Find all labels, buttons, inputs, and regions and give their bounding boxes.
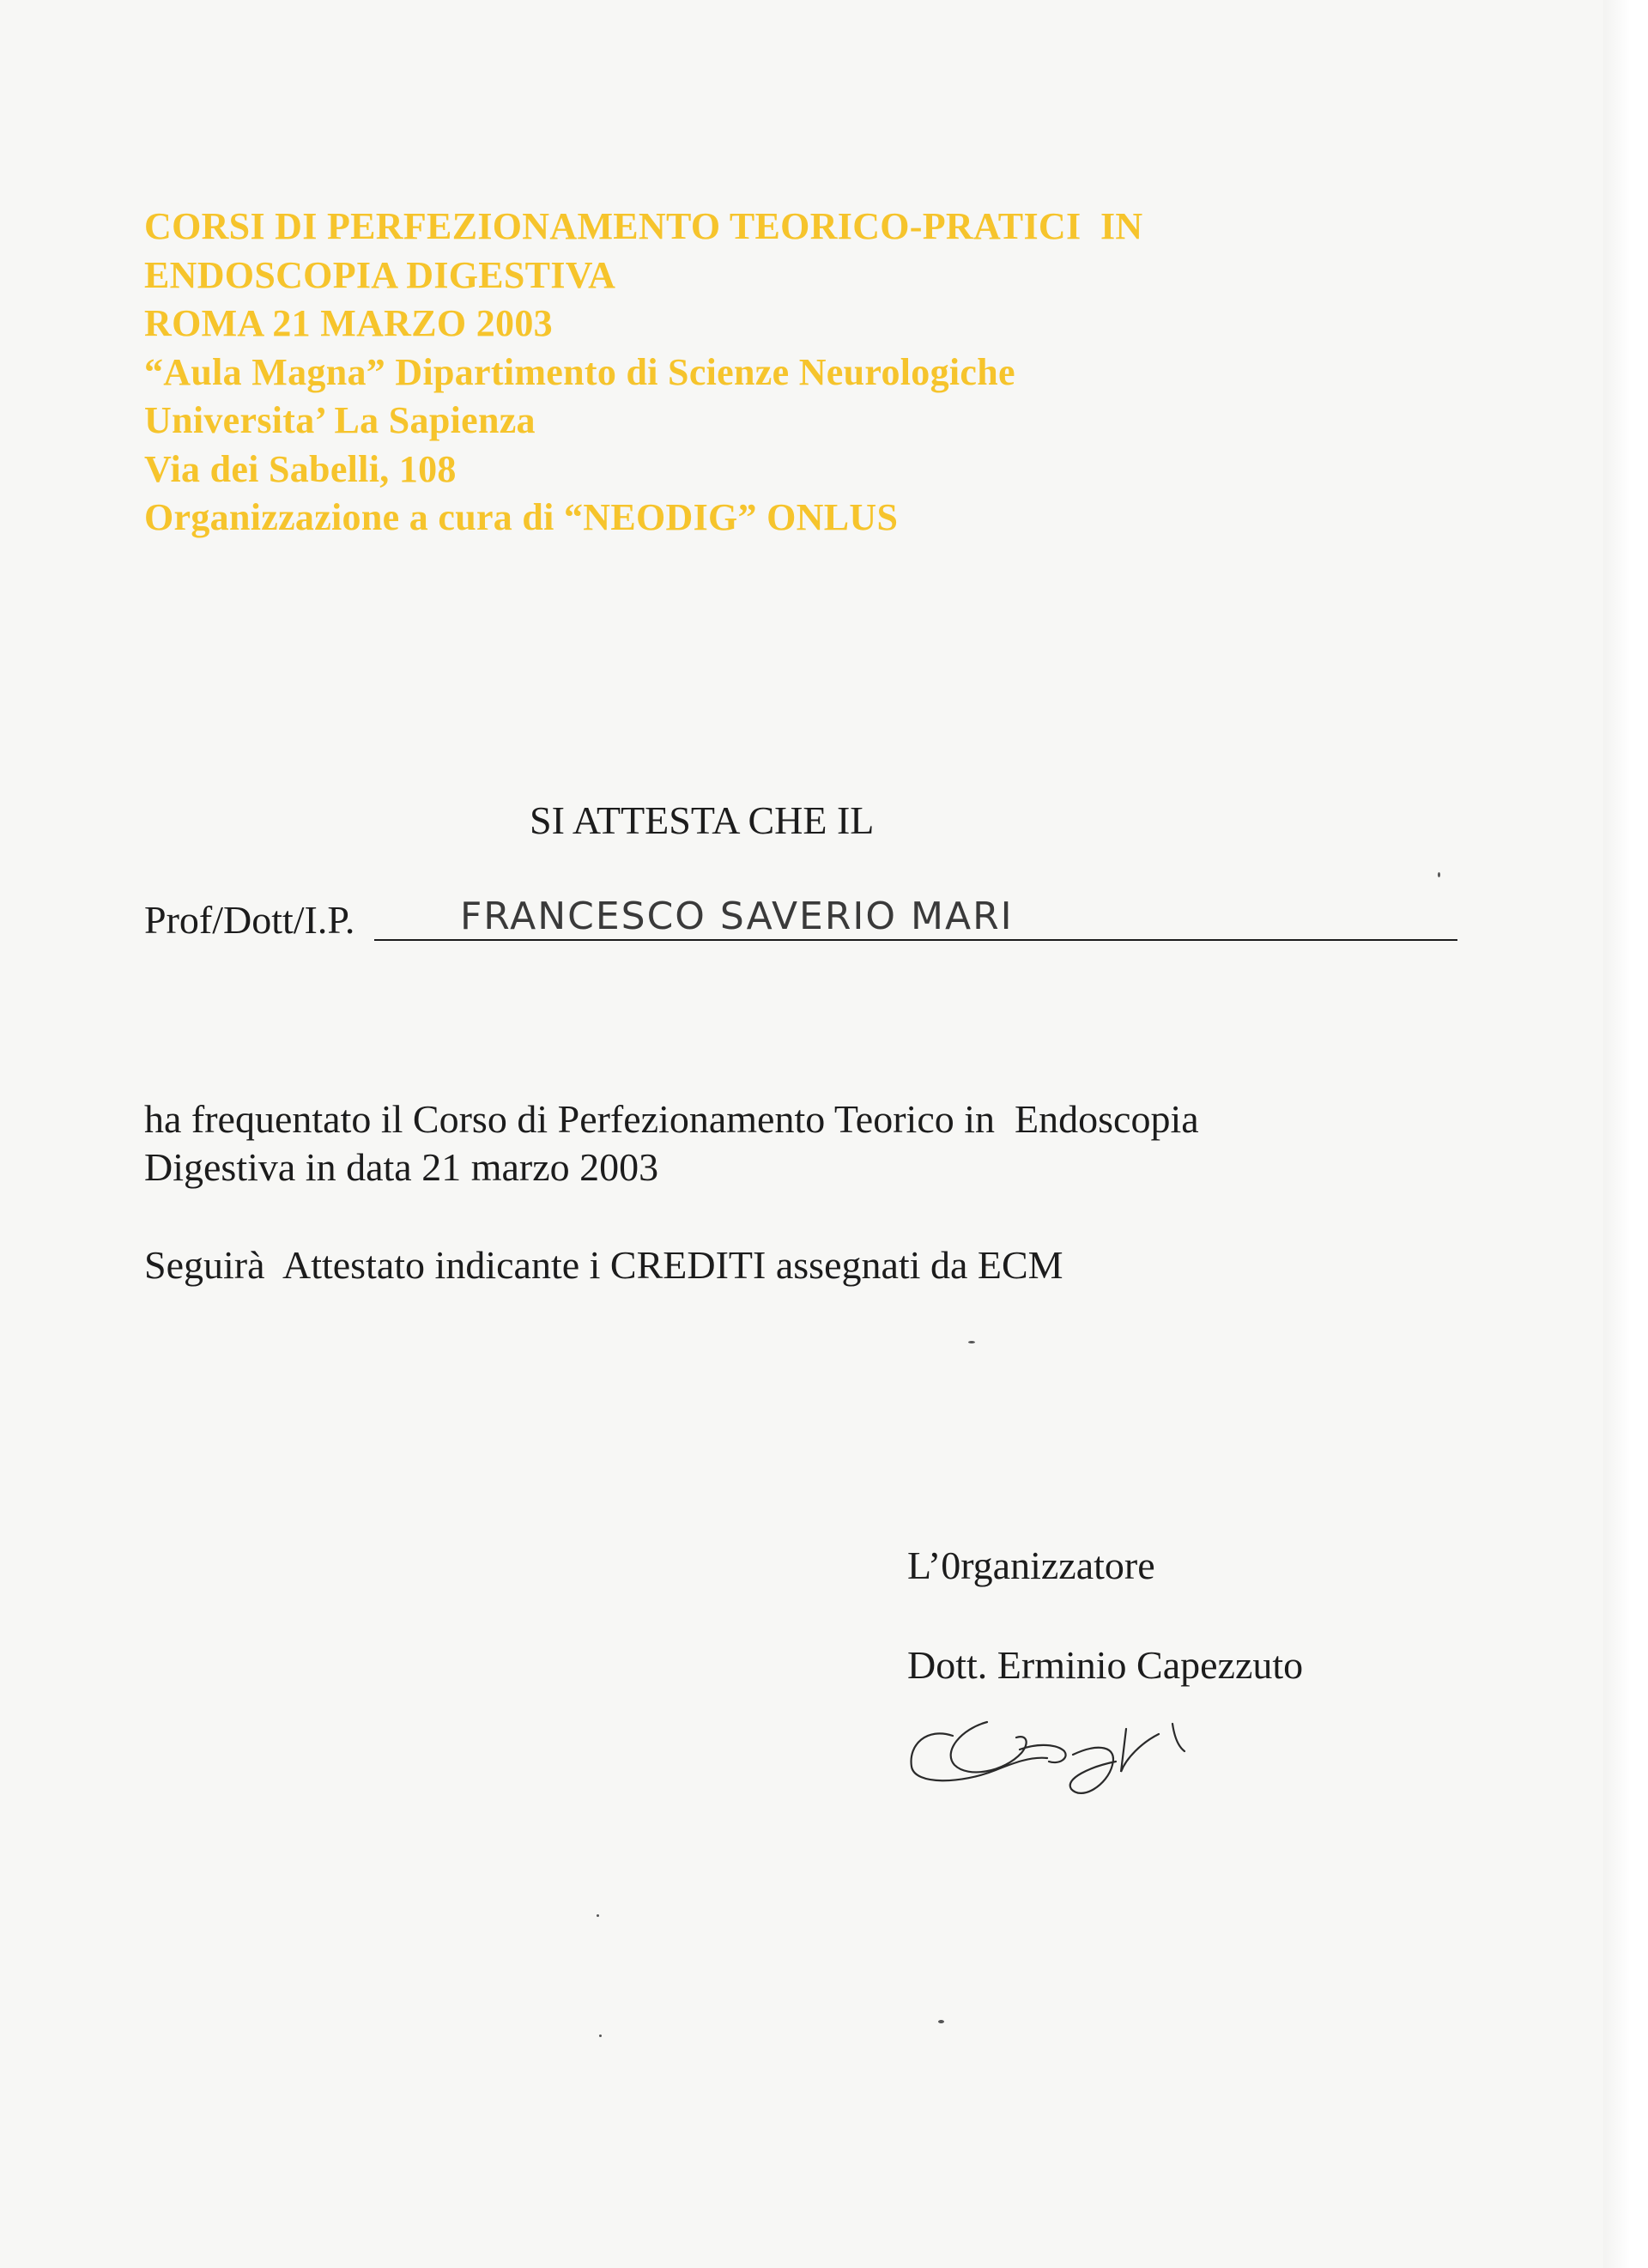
course-header <box>144 203 1346 543</box>
paper-speck <box>968 1341 975 1343</box>
organizer-name: Dott. Erminio Capezzuto <box>907 1643 1304 1687</box>
paper-speck <box>938 2020 944 2023</box>
paper-speck <box>597 1914 599 1917</box>
header-line-title: CORSI DI PERFEZIONAMENTO TEORICO-PRATICI IN <box>144 205 1143 247</box>
paper-speck <box>1438 872 1440 877</box>
header-line-venue: “Aula Magna” Dipartimento di Scienze Neurologiche <box>144 350 1015 393</box>
header-line-subtitle: ENDOSCOPIA DIGESTIVA <box>144 253 616 296</box>
participant-name-row <box>144 893 1312 953</box>
attendance-line-2: Digestiva in data 21 marzo 2003 <box>144 1145 659 1189</box>
participant-name-handwritten: FRANCESCO SAVERIO MARI <box>460 894 1014 938</box>
attendance-line-1: ha frequentato il Corso di Perfezionamento Teorico in Endoscopia <box>144 1097 1199 1141</box>
credits-note: Seguirà Attestato indicante i CREDITI assegnati da ECM <box>144 1243 1063 1287</box>
handwritten-signature-icon <box>901 1683 1245 1811</box>
header-line-organization: Organizzazione a cura di “NEODIG” ONLUS <box>144 496 899 538</box>
header-line-date: ROMA 21 MARZO 2003 <box>144 302 553 344</box>
paper-speck <box>599 2035 602 2037</box>
attendance-statement <box>144 1095 1346 1192</box>
name-prefix-label: Prof/Dott/I.P. <box>144 898 355 942</box>
attestation-heading: SI ATTESTA CHE IL <box>530 798 875 842</box>
organizer-title: L’0rganizzatore <box>907 1543 1155 1587</box>
header-line-university: Universita’ La Sapienza <box>144 399 536 441</box>
page-edge <box>1603 0 1648 2268</box>
header-line-address: Via dei Sabelli, 108 <box>144 447 457 490</box>
